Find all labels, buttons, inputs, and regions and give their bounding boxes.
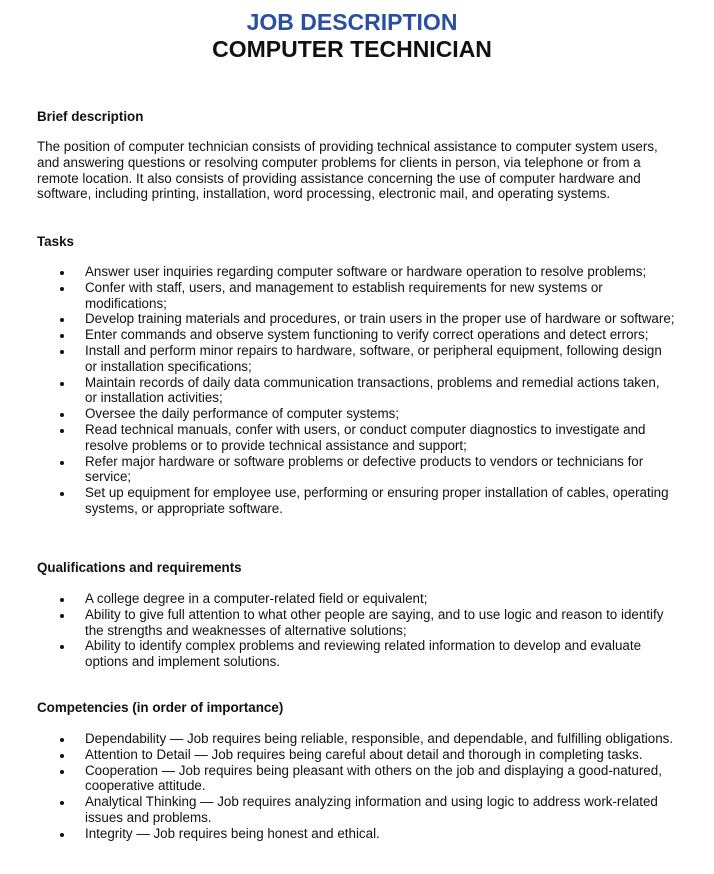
tasks-list (0, 264, 680, 517)
task-item: Answer user inquiries regarding computer software or hardware operation to resolve problems; (0, 264, 675, 280)
qualification-item: Ability to identify complex problems and reviewing related information to develop and evaluate options and implement solutions. (0, 638, 675, 670)
bullet-icon (60, 429, 64, 433)
bullet-icon (60, 645, 64, 649)
brief-description-heading: Brief description (37, 109, 144, 124)
bullet-icon (60, 413, 64, 417)
competencies-heading: Competencies (in order of importance) (37, 700, 284, 715)
competency-item: Analytical Thinking — Job requires analyzing information and using logic to address work-related issues and problems. (0, 794, 675, 826)
competency-item: Attention to Detail — Job requires being careful about detail and thorough in completing tasks. (0, 747, 675, 763)
bullet-icon (60, 318, 64, 322)
tasks-heading: Tasks (37, 234, 74, 249)
task-item: Develop training materials and procedures, or train users in the proper use of hardware or software; (0, 311, 675, 327)
bullet-icon (60, 334, 64, 338)
competency-item: Dependability — Job requires being reliable, responsible, and dependable, and fulfilling obligations. (0, 731, 675, 747)
competencies-list (0, 731, 680, 842)
task-item: Confer with staff, users, and management to establish requirements for new systems or modifications; (0, 280, 675, 312)
qualification-item: A college degree in a computer-related field or equivalent; (0, 591, 675, 607)
task-item: Set up equipment for employee use, performing or ensuring proper installation of cables, operating systems, or appropriate software. (0, 485, 675, 517)
qualifications-list (0, 591, 680, 670)
task-item: Oversee the daily performance of computer systems; (0, 406, 675, 422)
brief-description-text: The position of computer technician consists of providing technical assistance to computer system users, and answering questions or resolving computer problems for clients in person, via telephone or from a remote location. It also consists of providing assistance concerning the use of computer hardware and software, including printing, installation, word processing, electronic mail, and operating systems. (37, 139, 658, 202)
qualification-item: Ability to give full attention to what other people are saying, and to use logic and reason to identify the strengths and weaknesses of alternative solutions; (0, 607, 675, 639)
task-item: Maintain records of daily data communication transactions, problems and remedial actions taken, or installation activities; (0, 375, 675, 407)
qualifications-heading: Qualifications and requirements (37, 560, 242, 575)
bullet-icon (60, 738, 64, 742)
competency-item: Cooperation — Job requires being pleasant with others on the job and displaying a good-natured, cooperative attitude. (0, 763, 675, 795)
bullet-icon (60, 492, 64, 496)
bullet-icon (60, 382, 64, 386)
document-title: JOB DESCRIPTION (246, 9, 458, 35)
bullet-icon (60, 271, 64, 275)
task-item: Install and perform minor repairs to hardware, software, or peripheral equipment, following design or installation specifications; (0, 343, 675, 375)
task-item: Refer major hardware or software problems or defective products to vendors or technicians for service; (0, 454, 675, 486)
task-item: Enter commands and observe system functioning to verify correct operations and detect errors; (0, 327, 675, 343)
bullet-icon (60, 598, 64, 602)
competency-item: Integrity — Job requires being honest and ethical. (0, 826, 675, 842)
bullet-icon (60, 801, 64, 805)
bullet-icon (60, 461, 64, 465)
task-item: Read technical manuals, confer with users, or conduct computer diagnostics to investigate and resolve problems or to provide technical assistance and support; (0, 422, 675, 454)
bullet-icon (60, 754, 64, 758)
bullet-icon (60, 287, 64, 291)
bullet-icon (60, 350, 64, 354)
bullet-icon (60, 614, 64, 618)
document-subtitle: COMPUTER TECHNICIAN (212, 36, 492, 62)
bullet-icon (60, 833, 64, 837)
bullet-icon (60, 770, 64, 774)
